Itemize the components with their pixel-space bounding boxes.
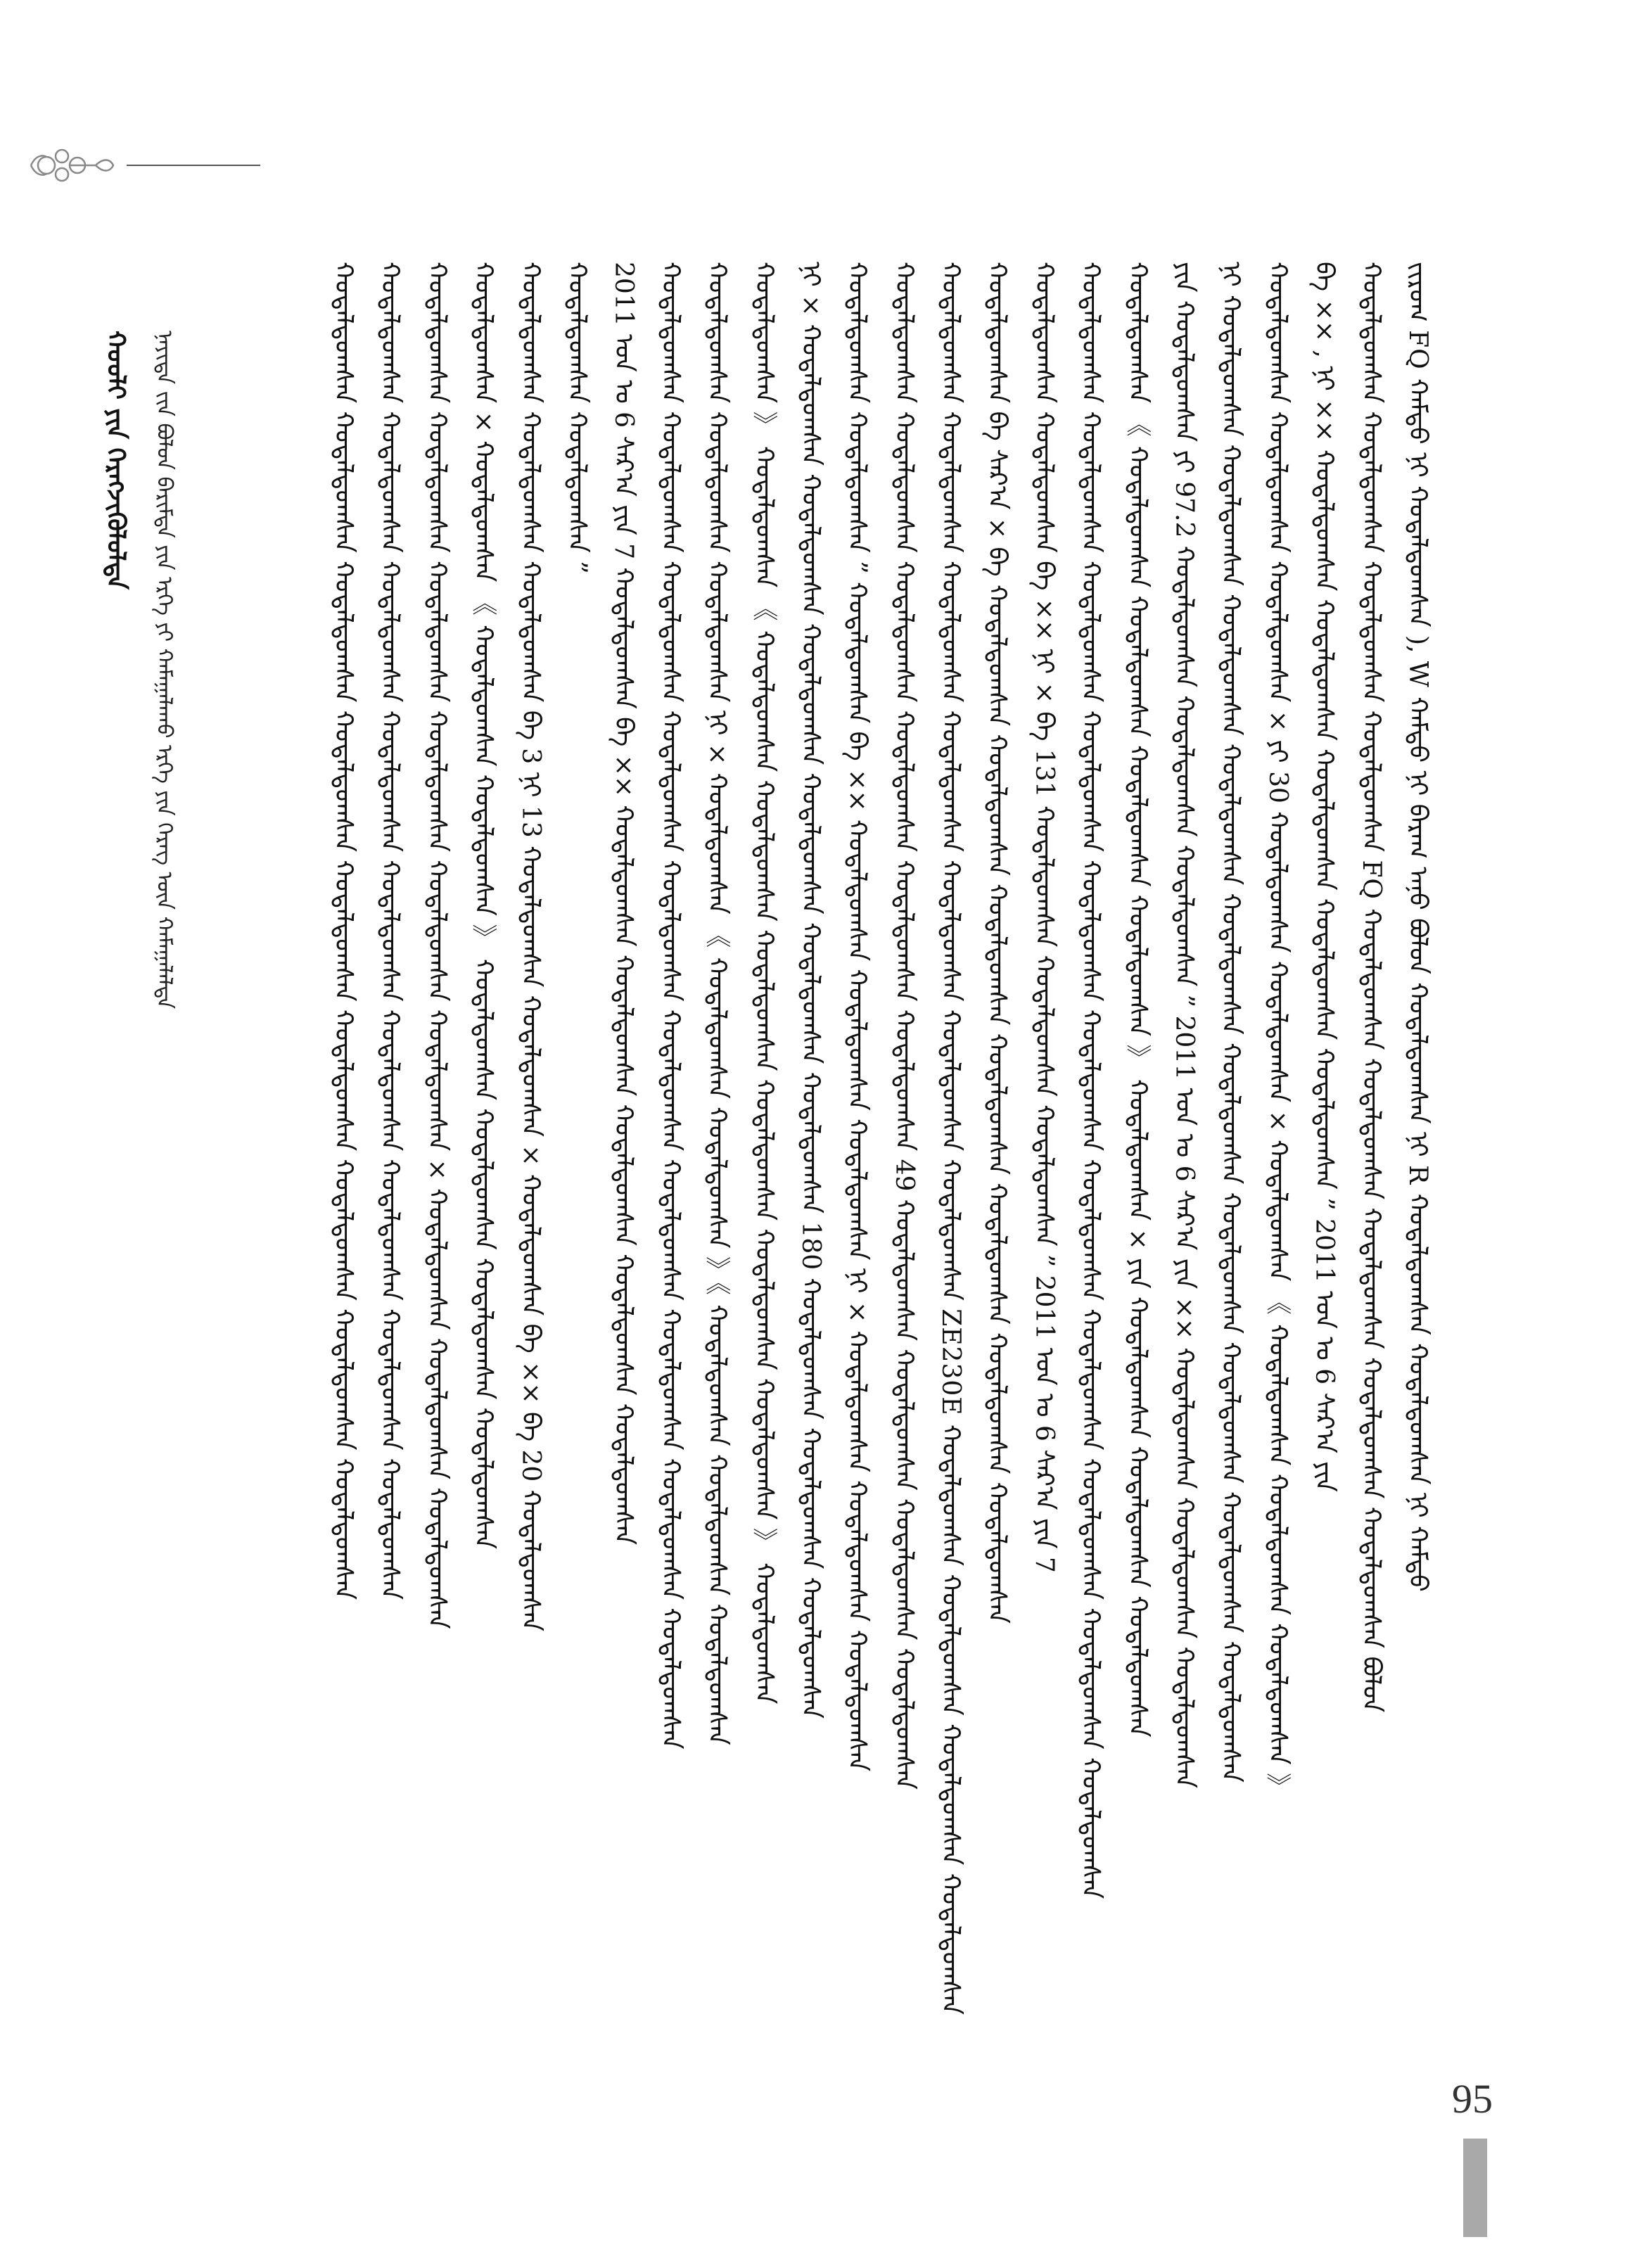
running-header-line1: ᠨᠡᠶᠢᠲᠡ ᠵᠢᠨ ᠪᠣᠯᠤᠨ ᠪᠠᠷᠢᠮᠲᠠ ᠶᠢᠨ ᠡᠷᠬᠡ ᠶᠢ ᠬᠠᠮᠠᠭᠠᠯᠠᠬᠤ ᠡᠷᠬᠡ ᠶᠢᠨ ᠬᠡᠷᠡᠭ ᠦᠨ ᠬᠠᠮᠠᠭᠠᠯᠠᠯᠲᠠ	[152, 331, 177, 1009]
body-line: ᠬᠤᠳᠠᠯᠳᠤᠭᠰᠠᠨ × ᠬᠤᠳᠠᠯᠳᠤᠭᠰᠠᠨ 《 ᠬᠤᠳᠠᠯᠳᠤᠭᠰᠠᠨ ᠬᠤᠳᠠᠯᠳᠤᠭᠰᠠᠨ 》 ᠬᠤᠳᠠᠯᠳᠤᠭᠰᠠᠨ ᠬᠤᠳᠠᠯᠳᠤᠭᠰᠠᠨ ᠬᠤᠳᠠᠯᠳᠤᠭᠰᠠᠨ ᠬᠤᠳᠠᠯᠳᠤᠭᠰᠠᠨ	[469, 262, 499, 1549]
body-line: ᠬᠤᠳᠠᠯᠳᠤᠭᠰᠠᠨ ᠬᠤᠳᠠᠯᠳᠤᠭᠰᠠᠨ ” ᠬᠤᠳᠠᠯᠳᠤᠭᠰᠠᠨ ᠪᠠ ×× ᠬᠤᠳᠠᠯᠳᠤᠭᠰᠠᠨ ᠬᠤᠳᠠᠯᠳᠤᠭᠰᠠᠨ ᠬᠤᠳᠠᠯᠳᠤᠭᠰᠠᠨ ᠨᠢ × ᠬᠤᠳᠠᠯᠳᠤᠭᠰᠠᠨ ᠬᠤᠳᠠᠯᠳᠤᠭᠰᠠᠨ ᠬᠤᠳᠠᠯᠳᠤᠭᠰᠠᠨ	[843, 262, 872, 1772]
body-line: ᠬᠤᠳᠠᠯᠳᠤᠭᠰᠠᠨ ᠬᠤᠳᠠᠯᠳᠤᠭᠰᠠᠨ ”	[562, 262, 592, 574]
body-line: ᠬᠤᠳᠠᠯᠳᠤᠭᠰᠠᠨ ᠬᠤᠳᠠᠯᠳᠤᠭᠰᠠᠨ ᠬᠤᠳᠠᠯᠳᠤᠭᠰᠠᠨ ᠪᠠ 3 ᠨᠢ 13 ᠬᠤᠳᠠᠯᠳᠤᠭᠰᠠᠨ ᠬᠤᠳᠠᠯᠳᠤᠭᠰᠠᠨ × ᠬᠤᠳᠠᠯᠳᠤᠭᠰᠠᠨ ᠪᠠ ×× ᠪᠠ 20 ᠬᠤᠳᠠᠯᠳᠤᠭᠰᠠᠨ	[516, 262, 545, 1631]
body-line: ᠬᠤᠳᠠᠯᠳᠤᠭᠰᠠᠨ ᠬᠤᠳᠠᠯᠳᠤᠭᠰᠠᠨ ᠬᠤᠳᠠᠯᠳᠤᠭᠰᠠᠨ ᠬᠤᠳᠠᠯᠳᠤᠭᠰᠠᠨ ᠬᠤᠳᠠᠯᠳᠤᠭᠰᠠᠨ ᠬᠤᠳᠠᠯᠳᠤᠭᠰᠠᠨ ᠬᠤᠳᠠᠯᠳᠤᠭᠰᠠᠨ ᠬᠤᠳᠠᠯᠳᠤᠭᠰᠠᠨ ᠬᠤᠳᠠᠯᠳᠤᠭᠰᠠᠨ ᠬᠤᠳᠠᠯᠳᠤᠭᠰᠠᠨ	[656, 262, 685, 1750]
body-line: ᠨᠢ ᠬᠤᠳᠠᠯᠳᠤᠭᠰᠠᠨ ᠬᠤᠳᠠᠯᠳᠤᠭᠰᠠᠨ ᠬᠤᠳᠠᠯᠳᠤᠭᠰᠠᠨ ᠬᠤᠳᠠᠯᠳᠤᠭᠰᠠᠨ ᠬᠤᠳᠠᠯᠳᠤᠭᠰᠠᠨ ᠬᠤᠳᠠᠯᠳᠤᠭᠰᠠᠨ ᠬᠤᠳᠠᠯᠳᠤᠭᠰᠠᠨ ᠬᠤᠳᠠᠯᠳᠤᠭᠰᠠᠨ ᠬᠤᠳᠠᠯᠳᠤᠭᠰᠠᠨ ᠬᠤᠳᠠᠯᠳᠤᠭᠰᠠᠨ	[1216, 262, 1246, 1783]
body-line: 2011 ᠣᠨ ᠤ 6 ᠰᠠᠷ᠎ᠠ ᠶᠢᠨ 7 ᠬᠤᠳᠠᠯᠳᠤᠭᠰᠠᠨ ᠪᠠ ×× ᠬᠤᠳᠠᠯᠳᠤᠭᠰᠠᠨ ᠬᠤᠳᠠᠯᠳᠤᠭᠰᠠᠨ ᠬᠤᠳᠠᠯᠳᠤᠭᠰᠠᠨ ᠬᠤᠳᠠᠯᠳᠤᠭᠰᠠᠨ ᠬᠤᠳᠠᠯᠳᠤᠭᠰᠠᠨ	[609, 262, 639, 1546]
body-line: ᠬᠤᠳᠠᠯᠳᠤᠭᠰᠠᠨ ᠪᠠ ᠰᠠᠷ᠎ᠠ × ᠪᠠ ᠬᠤᠳᠠᠯᠳᠤᠭᠰᠠᠨ ᠬᠤᠳᠠᠯᠳᠤᠭᠰᠠᠨ ᠬᠤᠳᠠᠯᠳᠤᠭᠰᠠᠨ ᠬᠤᠳᠠᠯᠳᠤᠭᠰᠠᠨ ᠬᠤᠳᠠᠯᠳᠤᠭᠰᠠᠨ ᠬᠤᠳᠠᠯᠳᠤᠭᠰᠠᠨ ᠬᠤᠳᠠᠯᠳᠤᠭᠰᠠᠨ	[983, 262, 1012, 1624]
body-line: ᠬᠤᠳᠠᠯᠳᠤᠭᠰᠠᠨ ᠬᠤᠳᠠᠯᠳᠤᠭᠰᠠᠨ ᠬᠤᠳᠠᠯᠳᠤᠭᠰᠠᠨ ᠬᠤᠳᠠᠯᠳᠤᠭᠰᠠᠨ ᠬᠤᠳᠠᠯᠳᠤᠭᠰᠠᠨ ᠬᠤᠳᠠᠯᠳᠤᠭᠰᠠᠨ ᠬᠤᠳᠠᠯᠳᠤᠭᠰᠠᠨ ᠬᠤᠳᠠᠯᠳᠤᠭᠰᠠᠨ ᠬᠤᠳᠠᠯᠳᠤᠭᠰᠠᠨ	[376, 262, 405, 1600]
body-line: ᠬᠤᠳᠠᠯᠳᠤᠭᠰᠠᠨ ᠬᠤᠳᠠᠯᠳᠤᠭᠰᠠᠨ ᠬᠤᠳᠠᠯᠳᠤᠭᠰᠠᠨ ᠬᠤᠳᠠᠯᠳᠤᠭᠰᠠᠨ ᠬᠤᠳᠠᠯᠳᠤᠭᠰᠠᠨ ᠬᠤᠳᠠᠯᠳᠤᠭᠰᠠᠨ ᠬᠤᠳᠠᠯᠳᠤᠭᠰᠠᠨ ᠬᠤᠳᠠᠯᠳᠤᠭᠰᠠᠨ ᠬᠤᠳᠠᠯᠳᠤᠭᠰᠠᠨ	[329, 262, 359, 1600]
header-rule	[127, 165, 260, 166]
body-line: ᠪᠠ ×× , ᠨᠢ ×× ᠬᠤᠳᠠᠯᠳᠤᠭᠰᠠᠨ ᠬᠤᠳᠠᠯᠳᠤᠭᠰᠠᠨ ᠬᠤᠳᠠᠯᠳᠤᠭᠰᠠᠨ ᠬᠤᠳᠠᠯᠳᠤᠭᠰᠠᠨ ᠬᠤᠳᠠᠯᠳᠤᠭᠰᠠᠨ ” 2011 ᠣᠨ ᠤ 6 ᠰᠠᠷ᠎ᠠ ᠶᠢᠨ	[1310, 262, 1339, 1492]
body-line: ᠬᠤᠳᠠᠯᠳᠤᠭᠰᠠᠨ ᠬᠤᠳᠠᠯᠳᠤᠭᠰᠠᠨ ᠬᠤᠳᠠᠯᠳᠤᠭᠰᠠᠨ ᠬᠤᠳᠠᠯᠳᠤᠭᠰᠠᠨ FQ ᠬᠤᠳᠠᠯᠳᠤᠭᠰᠠᠨ ᠬᠤᠳᠠᠯᠳᠤᠭᠰᠠᠨ ᠬᠤᠳᠠᠯᠳᠤᠭᠰᠠᠨ ᠬᠤᠳᠠᠯᠳᠤᠭᠰᠠᠨ ᠬᠤᠳᠠᠯᠳᠤᠭᠰᠠᠨ ᠪᠣᠯᠤᠨ	[1356, 262, 1386, 1713]
edge-tab	[1463, 2139, 1487, 2237]
running-header-line2: ᠬᠤᠤᠯᠢ ᠶᠢᠨ ᠬᠡᠷᠡᠭᠵᠢᠭᠦᠯᠦᠯᠲᠡ	[101, 331, 130, 590]
body-line: ᠵᠢᠷᠤᠭ FQ ᠬᠠᠮᠲᠤ ᠨᠢ ᠬᠤᠳᠠᠯᠳᠤᠭᠰᠠᠨ ), W ᠬᠠᠮᠲᠤ ᠨᠢ ᠪᠠᠷᠠᠭ ᠠᠨᠤ ᠪᠣᠯᠤᠨ ᠬᠤᠳᠠᠯᠳᠤᠭᠰᠠᠨ ᠨᠢ R ᠬᠤᠳᠠᠯᠳᠤᠭᠰᠠᠨ ᠬᠤᠳᠠᠯᠳᠤᠭᠰᠠᠨ ᠨᠢ ᠬᠠᠮᠲᠤ	[1403, 262, 1432, 1592]
body-line: ᠬᠤᠳᠠᠯᠳᠤᠭᠰᠠᠨ ᠬᠤᠳᠠᠯᠳᠤᠭᠰᠠᠨ ᠬᠤᠳᠠᠯᠳᠤᠭᠰᠠᠨ ᠬᠤᠳᠠᠯᠳᠤᠭᠰᠠᠨ ᠬᠤᠳᠠᠯᠳᠤᠭᠰᠠᠨ ᠬᠤᠳᠠᠯᠳᠤᠭᠰᠠᠨ ᠬᠤᠳᠠᠯᠳᠤᠭᠰᠠᠨ ᠬᠤᠳᠠᠯᠳᠤᠭᠰᠠᠨ ᠬᠤᠳᠠᠯᠳᠤᠭᠰᠠᠨ ᠬᠤᠳᠠᠯᠳᠤᠭᠰᠠᠨ ᠬᠤᠳᠠᠯᠳᠤᠭᠰᠠᠨ	[1076, 262, 1106, 1899]
body-text	[245, 262, 1441, 2077]
body-line: ᠬᠤᠳᠠᠯᠳᠤᠭᠰᠠᠨ ᠬᠤᠳᠠᠯᠳᠤᠭᠰᠠᠨ ᠪᠠ ×× ᠨᠢ × ᠪᠠ 131 ᠬᠤᠳᠠᠯᠳᠤᠭᠰᠠᠨ ᠬᠤᠳᠠᠯᠳᠤᠭᠰᠠᠨ ᠬᠤᠳᠠᠯᠳᠤᠭᠰᠠᠨ ” 2011 ᠣᠨ ᠤ 6 ᠰᠠᠷ᠎ᠠ ᠶᠢᠨ 7	[1029, 262, 1059, 1573]
running-header	[101, 331, 183, 1428]
body-line: ᠬᠤᠳᠠᠯᠳᠤᠭᠰᠠᠨ ᠬᠤᠳᠠᠯᠳᠤᠭᠰᠠᠨ ᠬᠤᠳᠠᠯᠳᠤᠭᠰᠠᠨ ᠬᠤᠳᠠᠯᠳᠤᠭᠰᠠᠨ ᠬᠤᠳᠠᠯᠳᠤᠭᠰᠠᠨ ᠬᠤᠳᠠᠯᠳᠤᠭᠰᠠᠨ ᠬᠤᠳᠠᠯᠳᠤᠭᠰᠠᠨ ZE230E ᠬᠤᠳᠠᠯᠳᠤᠭᠰᠠᠨ ᠬᠤᠳᠠᠯᠳᠤᠭᠰᠠᠨ ᠬᠤᠳᠠᠯᠳᠤᠭᠰᠠᠨ ᠬᠤᠳᠠᠯᠳᠤᠭᠰᠠᠨ	[936, 262, 966, 2015]
body-line: ᠬᠤᠳᠠᠯᠳᠤᠭᠰᠠᠨ ᠬᠤᠳᠠᠯᠳᠤᠭᠰᠠᠨ ᠬᠤᠳᠠᠯᠳᠤᠭᠰᠠᠨ ᠬᠤᠳᠠᠯᠳᠤᠭᠰᠠᠨ ᠬᠤᠳᠠᠯᠳᠤᠭᠰᠠᠨ ᠬᠤᠳᠠᠯᠳᠤᠭᠰᠠᠨ 49 ᠬᠤᠳᠠᠯᠳᠤᠭᠰᠠᠨ ᠬᠤᠳᠠᠯᠳᠤᠭᠰᠠᠨ ᠬᠤᠳᠠᠯᠳᠤᠭᠰᠠᠨ ᠬᠤᠳᠠᠯᠳᠤᠭᠰᠠᠨ	[889, 262, 919, 1790]
body-line: ᠨᠢ × ᠬᠤᠳᠠᠯᠳᠤᠭᠰᠠᠨ ᠬᠤᠳᠠᠯᠳᠤᠭᠰᠠᠨ ᠬᠤᠳᠠᠯᠳᠤᠭᠰᠠᠨ ᠬᠤᠳᠠᠯᠳᠤᠭᠰᠠᠨ ᠬᠤᠳᠠᠯᠳᠤᠭᠰᠠᠨ ᠬᠤᠳᠠᠯᠳᠤᠭᠰᠠᠨ 180 ᠬᠤᠳᠠᠯᠳᠤᠭᠰᠠᠨ ᠬᠤᠳᠠᠯᠳᠤᠭᠰᠠᠨ ᠬᠤᠳᠠᠯᠳᠤᠭᠰᠠᠨ	[796, 262, 825, 1719]
page-number: 95	[1452, 2076, 1493, 2122]
body-line: ᠬᠤᠳᠠᠯᠳᠤᠭᠰᠠᠨ ᠬᠤᠳᠠᠯᠳᠤᠭᠰᠠᠨ ᠬᠤᠳᠠᠯᠳᠤᠭᠰᠠᠨ ᠬᠤᠳᠠᠯᠳᠤᠭᠰᠠᠨ ᠬᠤᠳᠠᠯᠳᠤᠭᠰᠠᠨ ᠬᠤᠳᠠᠯᠳᠤᠭᠰᠠᠨ × ᠬᠤᠳᠠᠯᠳᠤᠭᠰᠠᠨ ᠬᠤᠳᠠᠯᠳᠤᠭᠰᠠᠨ ᠬᠤᠳᠠᠯᠳᠤᠭᠰᠠᠨ	[422, 262, 452, 1629]
body-line: ᠬᠤᠳᠠᠯᠳᠤᠭᠰᠠᠨ ᠬᠤᠳᠠᠯᠳᠤᠭᠰᠠᠨ ᠬᠤᠳᠠᠯᠳᠤᠭᠰᠠᠨ ᠨᠢ × ᠬᠤᠳᠠᠯᠳᠤᠭᠰᠠᠨ 《 ᠬᠤᠳᠠᠯᠳᠤᠭᠰᠠᠨ ᠬᠤᠳᠠᠯᠳᠤᠭᠰᠠᠨ 》《 ᠬᠤᠳᠠᠯᠳᠤᠭᠰᠠᠨ ᠬᠤᠳᠠᠯᠳᠤᠭᠰᠠᠨ ᠬᠤᠳᠠᠯᠳᠤᠭᠰᠠᠨ	[703, 262, 732, 1745]
body-line: ᠶᠢᠨ ᠬᠤᠳᠠᠯᠳᠤᠭᠰᠠᠨ ᠶᠢ 97.2 ᠬᠤᠳᠠᠯᠳᠤᠭᠰᠠᠨ ᠬᠤᠳᠠᠯᠳᠤᠭᠰᠠᠨ ᠬᠤᠳᠠᠯᠳᠤᠭᠰᠠᠨ ” 2011 ᠣᠨ ᠤ 6 ᠰᠠᠷ᠎ᠠ ᠶᠢᠨ ×× ᠬᠤᠳᠠᠯᠳᠤᠭᠰᠠᠨ ᠬᠤᠳᠠᠯᠳᠤᠭᠰᠠᠨ ᠬᠤᠳᠠᠯᠳᠤᠭᠰᠠᠨ	[1170, 262, 1199, 1788]
body-line: ᠬᠤᠳᠠᠯᠳᠤᠭᠰᠠᠨ 《 ᠬᠤᠳᠠᠯᠳᠤᠭᠰᠠᠨ ᠬᠤᠳᠠᠯᠳᠤᠭᠰᠠᠨ ᠬᠤᠳᠠᠯᠳᠤᠭᠰᠠᠨ ᠬᠤᠳᠠᠯᠳᠤᠭᠰᠠᠨ 》 ᠬᠤᠳᠠᠯᠳᠤᠭᠰᠠᠨ × ᠶᠢᠨ ᠬᠤᠳᠠᠯᠳᠤᠭᠰᠠᠨ ᠬᠤᠳᠠᠯᠳᠤᠭᠰᠠᠨ ᠬᠤᠳᠠᠯᠳᠤᠭᠰᠠᠨ	[1123, 262, 1152, 1738]
body-line: ᠬᠤᠳᠠᠯᠳᠤᠭᠰᠠᠨ ᠬᠤᠳᠠᠯᠳᠤᠭᠰᠠᠨ ᠬᠤᠳᠠᠯᠳᠤᠭᠰᠠᠨ × ᠶᠢ 30 ᠬᠤᠳᠠᠯᠳᠤᠭᠰᠠᠨ ᠬᠤᠳᠠᠯᠳᠤᠭᠰᠠᠨ × ᠬᠤᠳᠠᠯᠳᠤᠭᠰᠠᠨ 《 ᠬᠤᠳᠠᠯᠳᠤᠭᠰᠠᠨ ᠬᠤᠳᠠᠯᠳᠤᠭᠰᠠᠨ ᠬᠤᠳᠠᠯᠳᠤᠭᠰᠠᠨ 》	[1263, 262, 1292, 1799]
body-line	[273, 262, 319, 2077]
body-line: ᠬᠤᠳᠠᠯᠳᠤᠭᠰᠠᠨ 》 ᠬᠤᠳᠠᠯᠳᠤᠭᠰᠠᠨ 《 ᠬᠤᠳᠠᠯᠳᠤᠭᠰᠠᠨ ᠬᠤᠳᠠᠯᠳᠤᠭᠰᠠᠨ ᠬᠤᠳᠠᠯᠳᠤᠭᠰᠠᠨ ᠬᠤᠳᠠᠯᠳᠤᠭᠰᠠᠨ ᠬᠤᠳᠠᠯᠳᠤᠭᠰᠠᠨ ᠬᠤᠳᠠᠯᠳᠤᠭᠰᠠᠨ 》 ᠬᠤᠳᠠᠯᠳᠤᠭᠰᠠᠨ	[749, 262, 779, 1705]
